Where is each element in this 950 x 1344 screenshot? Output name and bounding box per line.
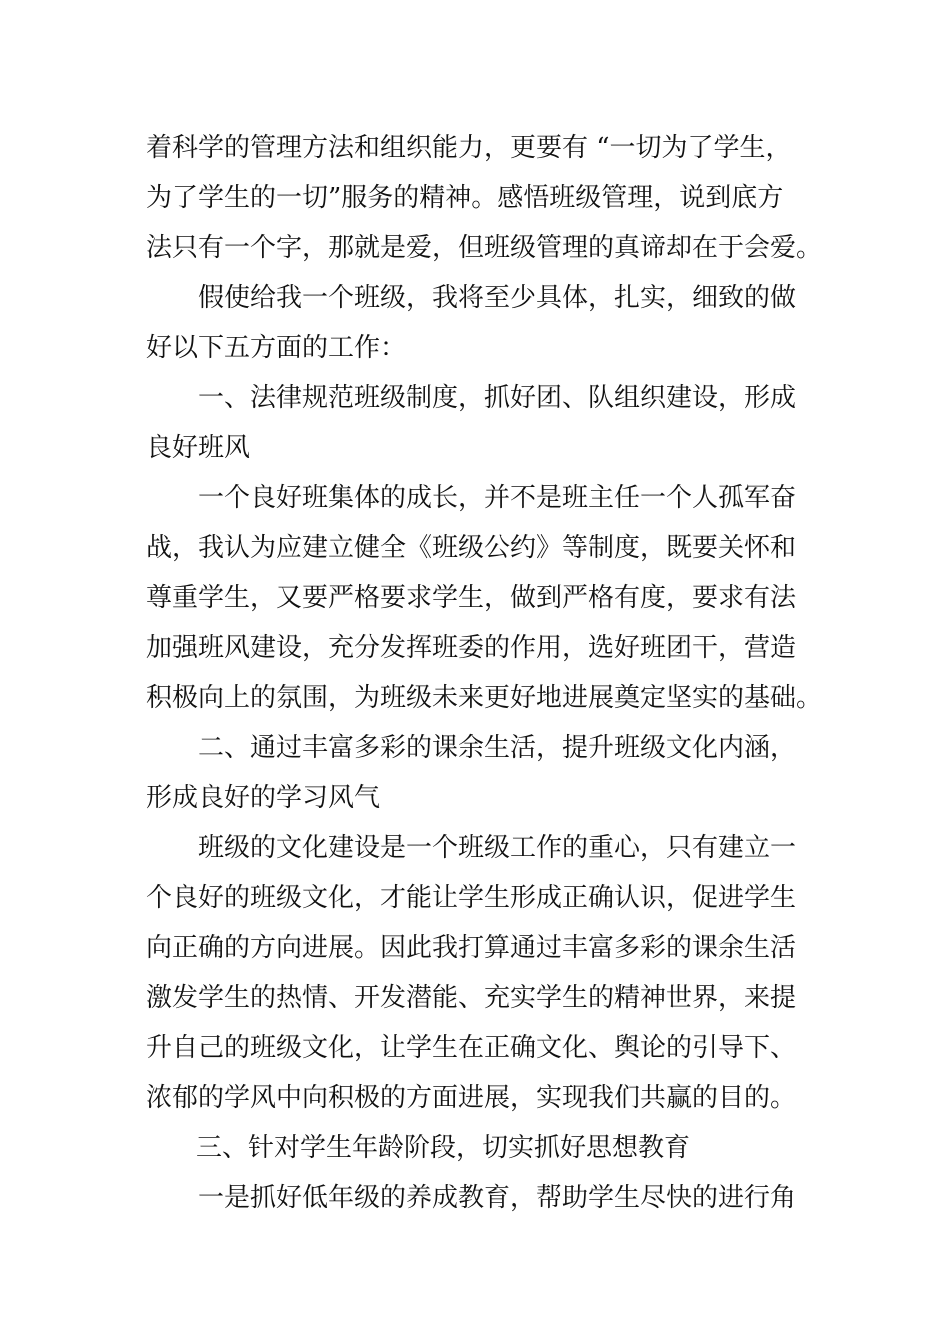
text-line: 尊重学生，又要严格要求学生，做到严格有度，要求有法 bbox=[146, 583, 797, 613]
paragraph-first-line: 假使给我一个班级，我将至少具体，扎实，细致的做 bbox=[198, 283, 797, 313]
section-heading-2-cont: 形成良好的学习风气 bbox=[146, 783, 381, 813]
text-line: 战，我认为应建立健全《班级公约》等制度，既要关怀和 bbox=[146, 533, 797, 563]
text-line: 升自己的班级文化，让学生在正确文化、舆论的引导下、 bbox=[146, 1033, 797, 1063]
text-line: 好以下五方面的工作： bbox=[146, 333, 407, 363]
text-line: 加强班风建设，充分发挥班委的作用，选好班团干，营造 bbox=[146, 633, 797, 663]
text-line: 向正确的方向进展。因此我打算通过丰富多彩的课余生活 bbox=[146, 933, 797, 963]
text-line: 法只有一个字，那就是爱，但班级管理的真谛却在于会爱。 bbox=[146, 233, 823, 263]
text-line: 积极向上的氛围，为班级未来更好地进展奠定坚实的基础。 bbox=[146, 683, 823, 713]
section-heading-1-cont: 良好班风 bbox=[146, 433, 251, 463]
paragraph-first-line: 一个良好班集体的成长，并不是班主任一个人孤军奋 bbox=[198, 483, 797, 513]
text-line: 激发学生的热情、开发潜能、充实学生的精神世界，来提 bbox=[146, 983, 797, 1013]
text-line: 为了学生的一切”服务的精神。感悟班级管理，说到底方 bbox=[146, 183, 784, 213]
section-heading-1: 一、法律规范班级制度，抓好团、队组织建设，形成 bbox=[198, 383, 797, 413]
paragraph-first-line: 班级的文化建设是一个班级工作的重心，只有建立一 bbox=[198, 833, 797, 863]
paragraph-first-line: 一是抓好低年级的养成教育，帮助学生尽快的进行角 bbox=[198, 1183, 797, 1213]
text-line: 个良好的班级文化，才能让学生形成正确认识，促进学生 bbox=[146, 883, 797, 913]
section-heading-3: 三、针对学生年龄阶段，切实抓好思想教育 bbox=[196, 1133, 691, 1163]
text-line: 着科学的管理方法和组织能力，更要有 “一切为了学生， bbox=[146, 133, 792, 163]
text-line: 浓郁的学风中向积极的方面进展，实现我们共赢的目的。 bbox=[146, 1083, 797, 1113]
section-heading-2: 二、通过丰富多彩的课余生活，提升班级文化内涵， bbox=[198, 733, 797, 763]
